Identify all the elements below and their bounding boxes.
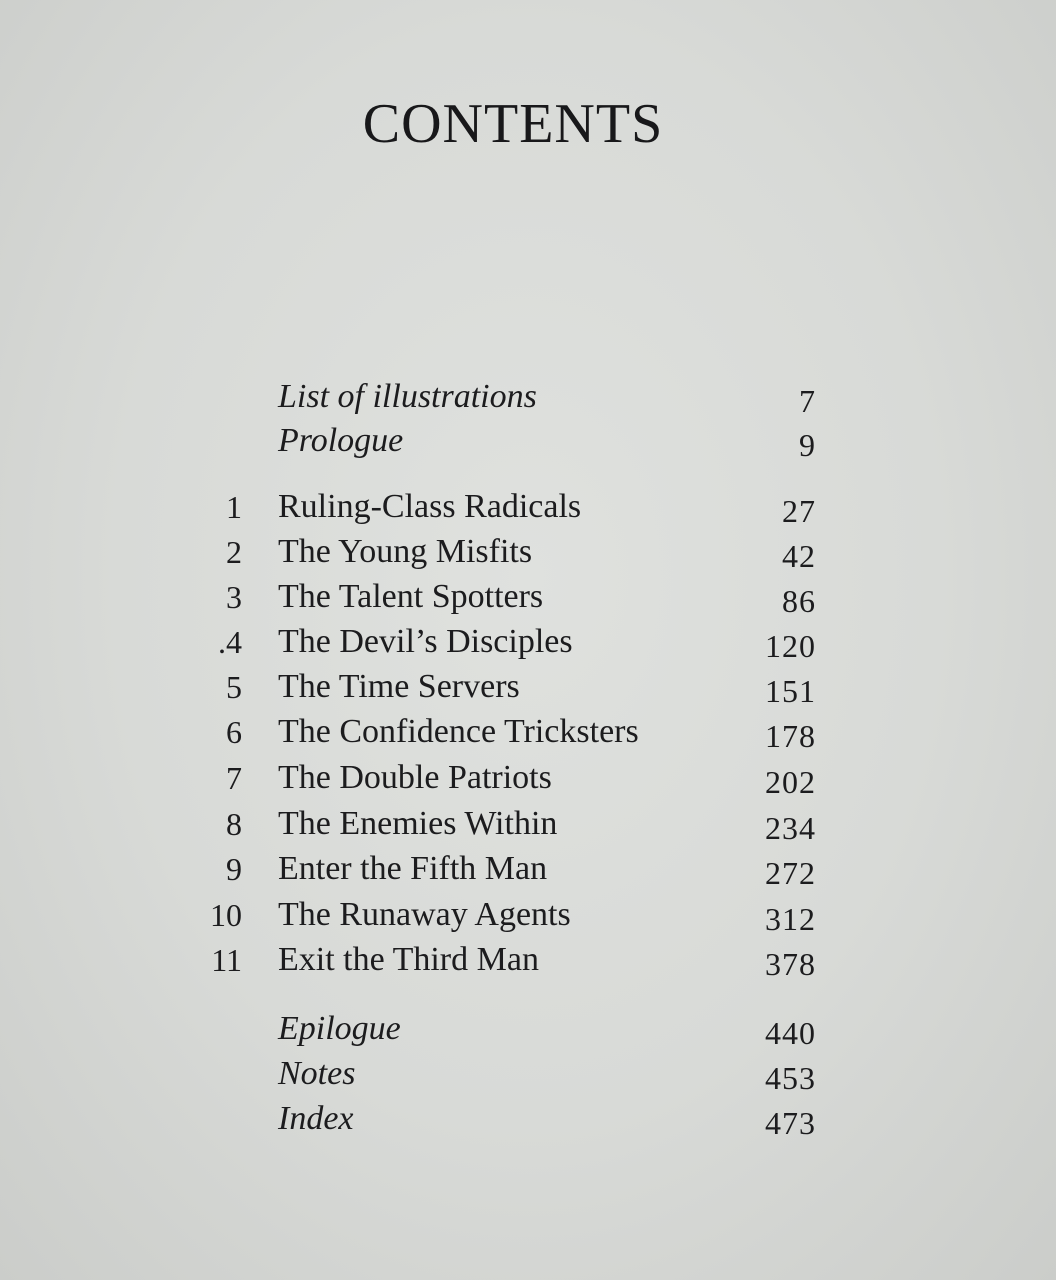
- chapter-page: 202: [765, 764, 816, 800]
- chapter-number: 6: [226, 714, 242, 750]
- toc-chapter-9: [0, 846, 1056, 892]
- toc-entry-page: 473: [765, 1105, 816, 1141]
- chapter-title: Ruling-Class Radicals: [278, 488, 582, 525]
- toc-chapter-6: [0, 709, 1056, 755]
- chapter-number: 11: [211, 942, 242, 978]
- chapter-title: The Enemies Within: [278, 805, 558, 842]
- chapter-number: 1: [226, 489, 242, 525]
- chapter-number: 7: [226, 760, 242, 796]
- toc-entry-label: Index: [278, 1100, 354, 1137]
- chapter-number: 9: [226, 851, 242, 887]
- chapter-page: 234: [765, 810, 816, 846]
- toc-entry-prologue: [0, 418, 1056, 464]
- toc-entry-label: Prologue: [278, 422, 404, 459]
- toc-chapter-2: [0, 529, 1056, 575]
- toc-chapter-1: [0, 484, 1056, 530]
- toc-entry-page: 453: [765, 1060, 816, 1096]
- toc-chapter-4: [0, 619, 1056, 665]
- toc-entry-epilogue: [0, 1006, 1056, 1052]
- chapter-title: The Young Misfits: [278, 533, 533, 570]
- chapter-page: 178: [765, 718, 816, 754]
- chapter-page: 312: [765, 901, 816, 937]
- toc-chapter-5: [0, 664, 1056, 710]
- chapter-page: 86: [782, 583, 816, 619]
- chapter-page: 27: [782, 493, 816, 529]
- chapter-title: The Talent Spotters: [278, 578, 544, 615]
- toc-entry-label: Epilogue: [278, 1010, 401, 1047]
- toc-entry-index: [0, 1096, 1056, 1142]
- toc-chapter-11: [0, 937, 1056, 983]
- chapter-title: Exit the Third Man: [278, 941, 539, 978]
- chapter-title: The Double Patriots: [278, 759, 552, 796]
- chapter-page: 151: [765, 673, 816, 709]
- page-title: CONTENTS: [362, 93, 664, 155]
- toc-entry-label: Notes: [278, 1055, 356, 1092]
- chapter-page: 272: [765, 855, 816, 891]
- chapter-title: Enter the Fifth Man: [278, 850, 548, 887]
- chapter-number: .4: [218, 624, 242, 660]
- toc-chapter-8: [0, 801, 1056, 847]
- chapter-page: 120: [765, 628, 816, 664]
- toc-entry-page: 9: [799, 427, 816, 463]
- toc-chapter-10: [0, 892, 1056, 938]
- chapter-title: The Runaway Agents: [278, 896, 571, 933]
- chapter-number: 5: [226, 669, 242, 705]
- chapter-number: 3: [226, 579, 242, 615]
- toc-entry-notes: [0, 1051, 1056, 1097]
- chapter-title: The Devil’s Disciples: [278, 623, 573, 660]
- toc-entry-label: List of illustrations: [278, 378, 537, 415]
- toc-chapter-7: [0, 755, 1056, 801]
- toc-entry-page: 7: [799, 383, 816, 419]
- chapter-number: 10: [210, 897, 242, 933]
- chapter-page: 378: [765, 946, 816, 982]
- chapter-number: 2: [226, 534, 242, 570]
- toc-entry-list-of-illustrations: [0, 374, 1056, 420]
- chapter-number: 8: [226, 806, 242, 842]
- chapter-title: The Time Servers: [278, 668, 520, 705]
- toc-chapter-3: [0, 574, 1056, 620]
- chapter-title: The Confidence Tricksters: [278, 713, 639, 750]
- toc-entry-page: 440: [765, 1015, 816, 1051]
- chapter-page: 42: [782, 538, 816, 574]
